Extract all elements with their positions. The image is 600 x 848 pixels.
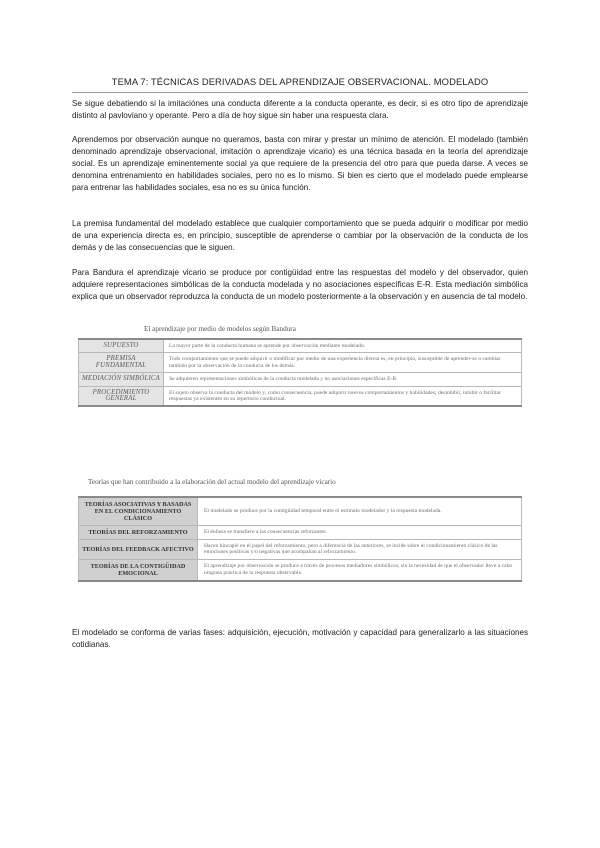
table-row: [79, 386, 522, 406]
paragraph-fundamental-premise: La premisa fundamental del modelado establece que cualquier comportamiento que se pueda adquirir o modificar por medio de una experiencia directa es, en principio, susceptible de aprenderse o cambiar por la observación de la conducta de los demás y de las consecuencias que le siguen.: [72, 219, 528, 252]
paragraph-phases: El modelado se conforma de varias fases: adquisición, ejecución, motivación y capacidad para generalizarlo a las situaciones cotidianas.: [72, 628, 528, 649]
table-row: [79, 526, 522, 540]
title-divider: [72, 92, 528, 93]
paragraph-bandura: Para Bandura el aprendizaje vicario se produce por contigüidad entre las respuestas del modelo y del observador, quien adquiere representaciones simbólicas de la conducta modelada y no asociaciones específicas E-R. Esta mediación simbólica explica que un observador reproduzca la conducta de un modelo posteriormente a la observación y en ausencia de tal modelo.: [72, 268, 528, 301]
bandura-table: [78, 338, 522, 407]
figure1-caption: El aprendizaje por medio de modelos según Bandura: [144, 325, 296, 333]
table-key-cell: SUPUESTO: [79, 339, 164, 353]
table-key-cell: TEORÍAS DEL FEEDBACK AFECTIVO: [79, 540, 198, 560]
table-key-cell: TEORÍAS DE LA CONTIGÜIDAD EMOCIONAL: [79, 559, 198, 581]
theories-table: [78, 496, 522, 582]
table-key-cell: PROCEDIMIENTO GENERAL: [79, 386, 164, 406]
table-value-cell: Se adquieren representaciones simbólicas de la conducta modelada y no asociaciones específicas E-R.: [164, 373, 522, 386]
table-row: [79, 373, 522, 386]
table-value-cell: El énfasis se transfiere a las consecuencias reforzantes.: [198, 526, 522, 540]
table-key-cell: TEORÍAS DEL REFORZAMIENTO: [79, 526, 198, 540]
table-value-cell: El modelado se produce por la contigüidad temporal entre el estímulo modelador y la respuesta modelada.: [198, 497, 522, 526]
table-row: [79, 559, 522, 581]
table-row: [79, 353, 522, 373]
table-row: [79, 339, 522, 353]
paragraph-imitation-debate: Se sigue debatiendo si la imitaciónes una conducta diferente a la conducta operante, es decir, si es otro tipo de aprendizaje distinto al pavloviano y operante. Pero a día de hoy sigue sin haber una respuesta clara.: [72, 99, 528, 120]
table-key-cell: TEORÍAS ASOCIATIVAS Y BASADAS EN EL CONDICIONAMIENTO CLÁSICO: [79, 497, 198, 526]
table-row: [79, 540, 522, 560]
table-value-cell: El sujeto observa la conducta del modelo y, como consecuencia, puede adquirir nuevos comportamientos y habilidades; desinhibir, inhibir o facilitar respuestas ya existentes en su repertorio conductual.: [164, 386, 522, 406]
table-row: [79, 497, 522, 526]
table-value-cell: Hacen hincapié en el papel del reforzamiento, pero a diferencia de las anteriores, se incide sobre el condicionamiento clásico de las emociones positivas y/o negativas que acompañan al reforzamiento.: [198, 540, 522, 560]
paragraph-observational-learning: Aprendemos por observación aunque no queramos, basta con mirar y prestar un mínimo de atención. El modelado (también denominado aprendizaje observacional, imitación o aprendizaje vicario) es una técnica basada en la teoría del aprendizaje social. Es un aprendizaje eminentemente social ya que requiere de la presencia del otro para que pueda darse. A veces se denomina entrenamiento en habilidades sociales, pero no es lo mismo. Si bien es cierto que el modelado puede emplearse para entrenar las habilidades sociales, esa no es su única función.: [72, 135, 528, 192]
table-key-cell: PREMISA FUNDAMENTAL: [79, 353, 164, 373]
table-key-cell: MEDIACIÓN SIMBÓLICA: [79, 373, 164, 386]
figure2-caption: Teorías que han contribuido a la elaboración del actual modelo del aprendizaje vicario: [88, 478, 336, 486]
table-value-cell: Todo comportamiento que se puede adquirir o modificar por medio de una experiencia directa es, en principio, susceptible de aprender-se o cambiar también por la observación de la conducta de los demás.: [164, 353, 522, 373]
page-title: TEMA 7: TÉCNICAS DERIVADAS DEL APRENDIZAJE OBSERVACIONAL. MODELADO: [111, 76, 489, 87]
table-value-cell: La mayor parte de la conducta humana se aprende por observación mediante modelado.: [164, 339, 522, 353]
table-value-cell: El aprendizaje por observación se produce a través de procesos mediadores simbólicos, sin la necesidad de que el observador lleve a cabo ninguna práctica de la respuesta observable.: [198, 559, 522, 581]
